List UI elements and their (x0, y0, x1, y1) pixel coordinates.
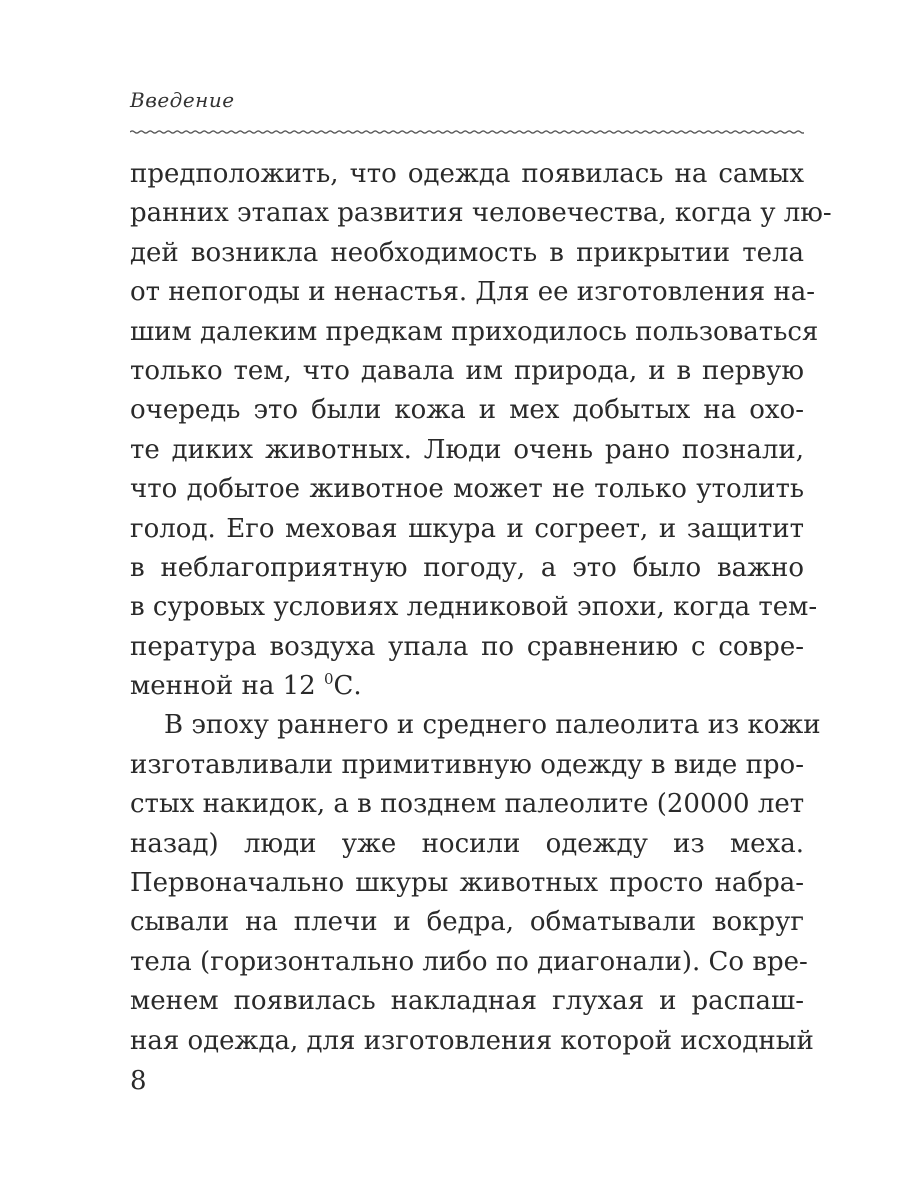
text-line: только тем, что давала им природа, и в первую (130, 355, 804, 386)
text-line: что добытое животное может не только утолить (130, 474, 804, 505)
text-line: дей возникла необходимость в прикрытии тела (130, 237, 804, 268)
text-line: менем появилась накладная глухая и распаш- (130, 986, 804, 1017)
text-line: шим далеким предкам приходилось пользоваться (130, 316, 819, 347)
text-line: те диких животных. Люди очень рано познали, (130, 434, 804, 465)
body-text (130, 155, 832, 1061)
text-line: тела (горизонтально либо по диагонали). Со вре- (130, 946, 808, 977)
degree-superscript: 0 (323, 670, 334, 689)
text-line: стых накидок, а в позднем палеолите (20000 лет (130, 789, 805, 820)
text-line: в суровых условиях ледниковой эпохи, когда тем- (130, 592, 818, 623)
text-fragment: С. (333, 671, 362, 702)
text-line: изготавливали примитивную одежду в виде про- (130, 749, 804, 780)
text-line: сывали на плечи и бедра, обматывали вокруг (130, 907, 804, 938)
text-line: пература воздуха упала по сравнению с совре- (130, 631, 804, 662)
text-line: голод. Его меховая шкура и согреет, и защитит (130, 513, 804, 544)
text-line: ранних этапах развития человечества, когда у лю- (130, 198, 832, 229)
running-head-title: Введение (130, 88, 235, 112)
wavy-divider-rule (130, 126, 804, 138)
text-line: ная одежда, для изготовления которой исходный (130, 1025, 814, 1056)
text-fragment: менной на 12 (130, 671, 324, 702)
text-line-last (130, 667, 804, 706)
text-line: назад) люди уже носили одежду из меха. (130, 828, 804, 859)
text-line: Первоначально шкуры животных просто набра- (130, 868, 804, 899)
page-number: 8 (130, 1066, 147, 1096)
text-line: от непогоды и ненастья. Для ее изготовления на- (130, 277, 816, 308)
paragraph-2 (130, 706, 821, 1061)
text-line: в неблагоприятную погоду, а это было важно (130, 552, 804, 583)
text-line-first: В эпоху раннего и среднего палеолита из кожи (164, 710, 821, 741)
text-line: предположить, что одежда появилась на самых (130, 159, 804, 189)
paragraph-1 (130, 155, 832, 706)
text-line: очередь это были кожа и мех добытых на охо- (130, 395, 804, 426)
